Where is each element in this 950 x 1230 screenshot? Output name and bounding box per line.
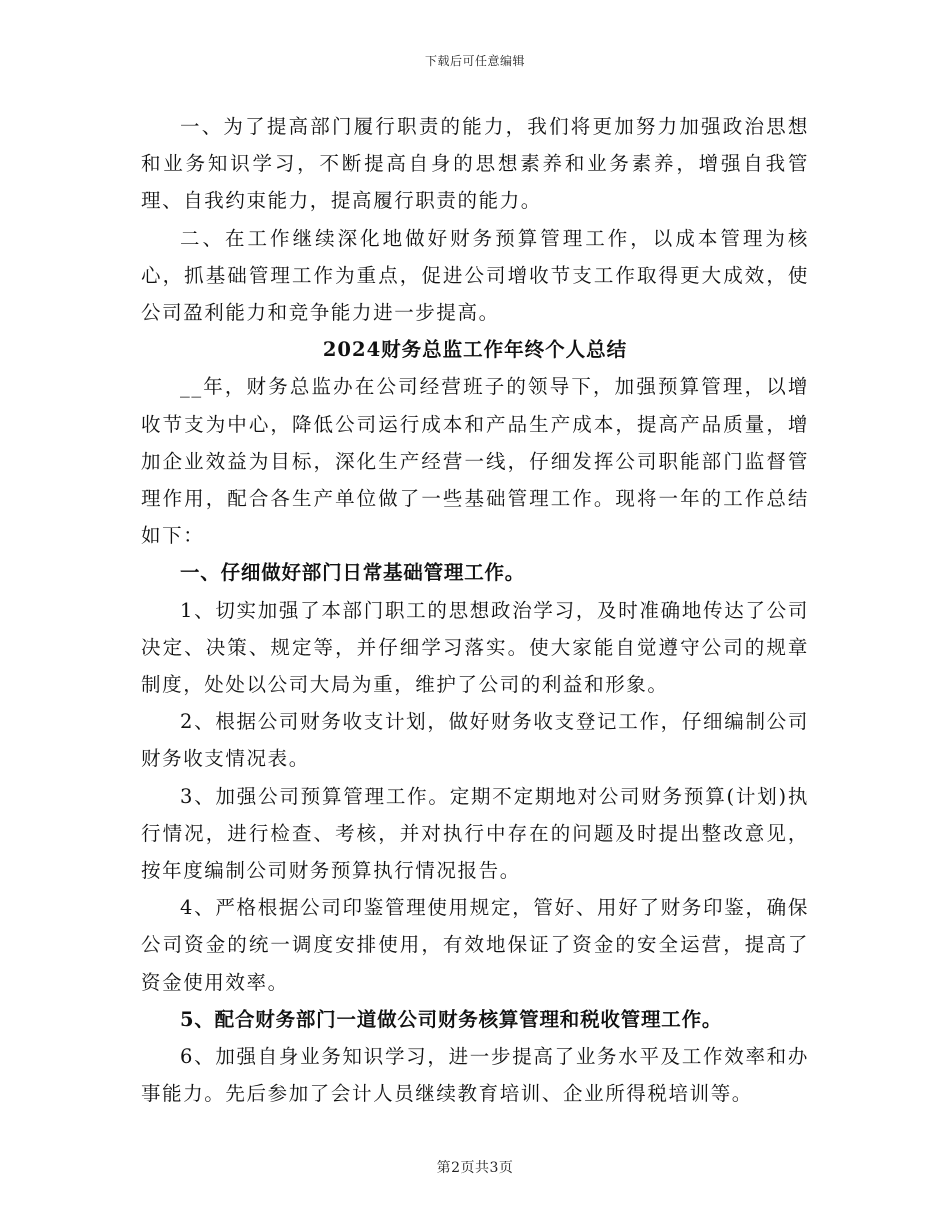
item-4: 4、严格根据公司印鉴管理使用规定，管好、用好了财务印鉴，确保公司资金的统一调度安排使用，有效地保证了资金的安全运营，提高了资金使用效率。	[141, 896, 809, 994]
item-5: 5、配合财务部门一道做公司财务核算管理和税收管理工作。	[180, 1007, 723, 1031]
item-2: 2、根据公司财务收支计划，做好财务收支登记工作，仔细编制公司财务收支情况表。	[141, 710, 809, 771]
paragraph-1: 一、为了提高部门履行职责的能力，我们将更加努力加强政治思想和业务知识学习，不断提高自身的思想素养和业务素养，增强自我管理、自我约束能力，提高履行职责的能力。	[141, 115, 809, 213]
section-title: 2024财务总监工作年终个人总结	[322, 338, 628, 362]
item-6: 6、加强自身业务知识学习，进一步提高了业务水平及工作效率和办事能力。先后参加了会计人员继续教育培训、企业所得税培训等。	[141, 1045, 809, 1106]
page-header: 下载后可任意编辑	[424, 54, 525, 68]
intro-paragraph: __年，财务总监办在公司经营班子的领导下，加强预算管理，以增收节支为中心，降低公司运行成本和产品生产成本，提高产品质量，增加企业效益为目标，深化生产经营一线，仔细发挥公司职能部门监督管理作用，配合各生产单位做了一些基础管理工作。现将一年的工作总结如下：	[141, 375, 809, 548]
item-1: 1、切实加强了本部门职工的思想政治学习，及时准确地传达了公司决定、决策、规定等，并仔细学习落实。使大家能自觉遵守公司的规章制度，处处以公司大局为重，维护了公司的利益和形象。	[141, 598, 809, 697]
item-3: 3、加强公司预算管理工作。定期不定期地对公司财务预算(计划)执行情况，进行检查、考核，并对执行中存在的问题及时提出整改意见，按年度编制公司财务预算执行情况报告。	[141, 784, 809, 883]
page-footer: 第2页共3页	[436, 1160, 514, 1176]
paragraph-2: 二、在工作继续深化地做好财务预算管理工作，以成本管理为核心，抓基础管理工作为重点，促进公司增收节支工作取得更大成效，使公司盈利能力和竞争能力进一步提高。	[141, 226, 809, 325]
section-heading-1: 一、仔细做好部门日常基础管理工作。	[180, 561, 526, 585]
document-body	[141, 108, 809, 1112]
